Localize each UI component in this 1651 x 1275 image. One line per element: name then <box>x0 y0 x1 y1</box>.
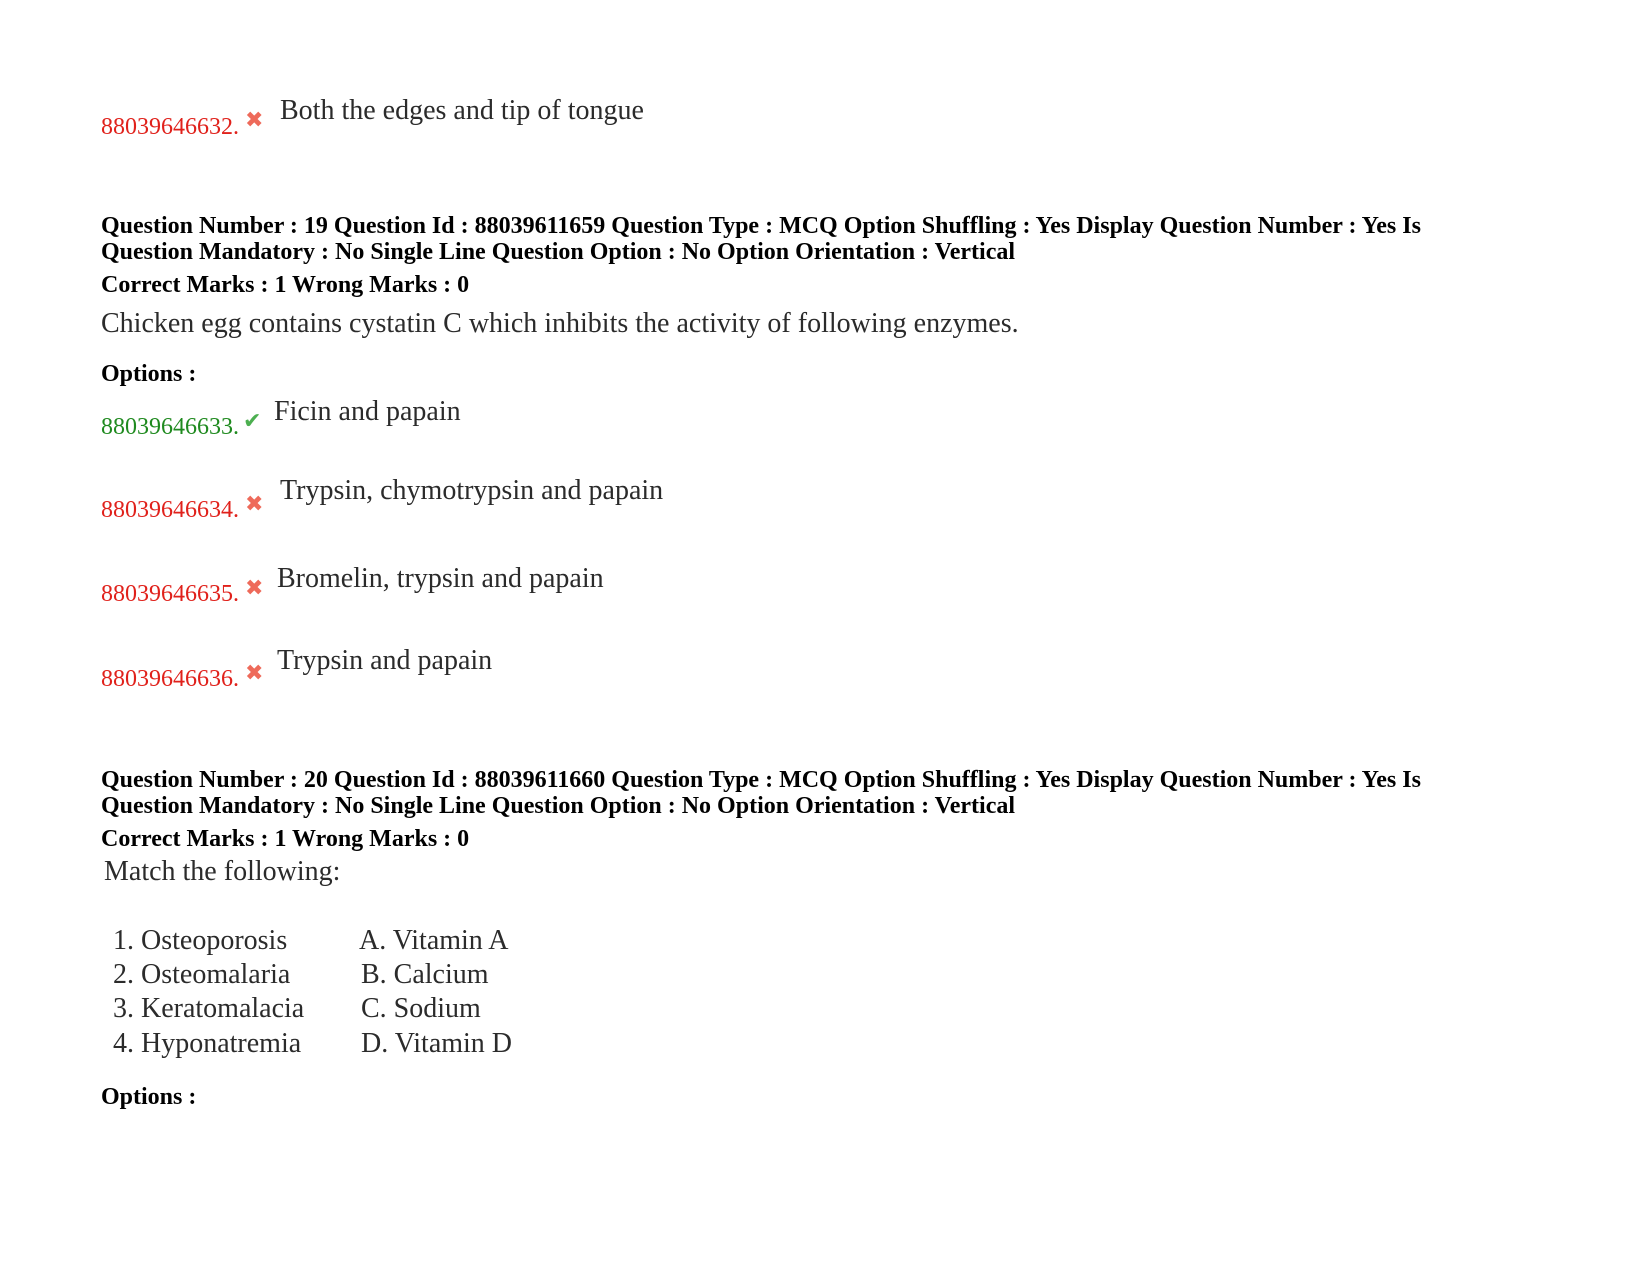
question-meta-line2: Question Mandatory : No Single Line Question Option : No Option Orientation : Vertical <box>101 793 1016 819</box>
option-id: 88039646634. <box>101 497 239 523</box>
option-text: Both the edges and tip of tongue <box>280 95 644 126</box>
match-left-item: 2. Osteomalaria <box>113 959 291 990</box>
option-text: Trypsin and papain <box>277 645 493 676</box>
option-text: Bromelin, trypsin and papain <box>277 563 604 594</box>
option-text: Ficin and papain <box>274 396 461 427</box>
match-left-item: 3. Keratomalacia <box>113 993 305 1024</box>
cross-icon: ✖ <box>245 576 264 601</box>
option-text: Trypsin, chymotrypsin and papain <box>280 475 664 506</box>
match-left-item: 1. Osteoporosis <box>113 925 288 956</box>
question-meta-line2: Question Mandatory : No Single Line Question Option : No Option Orientation : Vertical <box>101 239 1016 265</box>
question-marks: Correct Marks : 1 Wrong Marks : 0 <box>101 272 470 298</box>
question-marks: Correct Marks : 1 Wrong Marks : 0 <box>101 826 470 852</box>
match-right-item: D. Vitamin D <box>361 1028 513 1059</box>
options-label: Options : <box>101 1084 197 1110</box>
option-id: 88039646632. <box>101 114 239 140</box>
option-id: 88039646636. <box>101 666 239 692</box>
match-right-item: B. Calcium <box>361 959 489 990</box>
question-text: Match the following: <box>104 856 341 887</box>
cross-icon: ✖ <box>245 108 264 133</box>
option-id: 88039646635. <box>101 581 239 607</box>
question-text: Chicken egg contains cystatin C which inhibits the activity of following enzymes. <box>101 308 1019 339</box>
check-icon: ✔ <box>243 409 262 434</box>
option-id: 88039646633. <box>101 414 239 440</box>
cross-icon: ✖ <box>245 661 264 686</box>
cross-icon: ✖ <box>245 492 264 517</box>
question-meta-line1: Question Number : 20 Question Id : 88039611660 Question Type : MCQ Option Shuffling : Yes Display Question Number : Yes Is <box>101 767 1421 793</box>
match-left-item: 4. Hyponatremia <box>113 1028 302 1059</box>
question-meta-line1: Question Number : 19 Question Id : 88039611659 Question Type : MCQ Option Shuffling : Yes Display Question Number : Yes Is <box>101 213 1421 239</box>
match-right-item: C. Sodium <box>361 993 481 1024</box>
match-right-item: A. Vitamin A <box>359 925 509 956</box>
options-label: Options : <box>101 361 197 387</box>
